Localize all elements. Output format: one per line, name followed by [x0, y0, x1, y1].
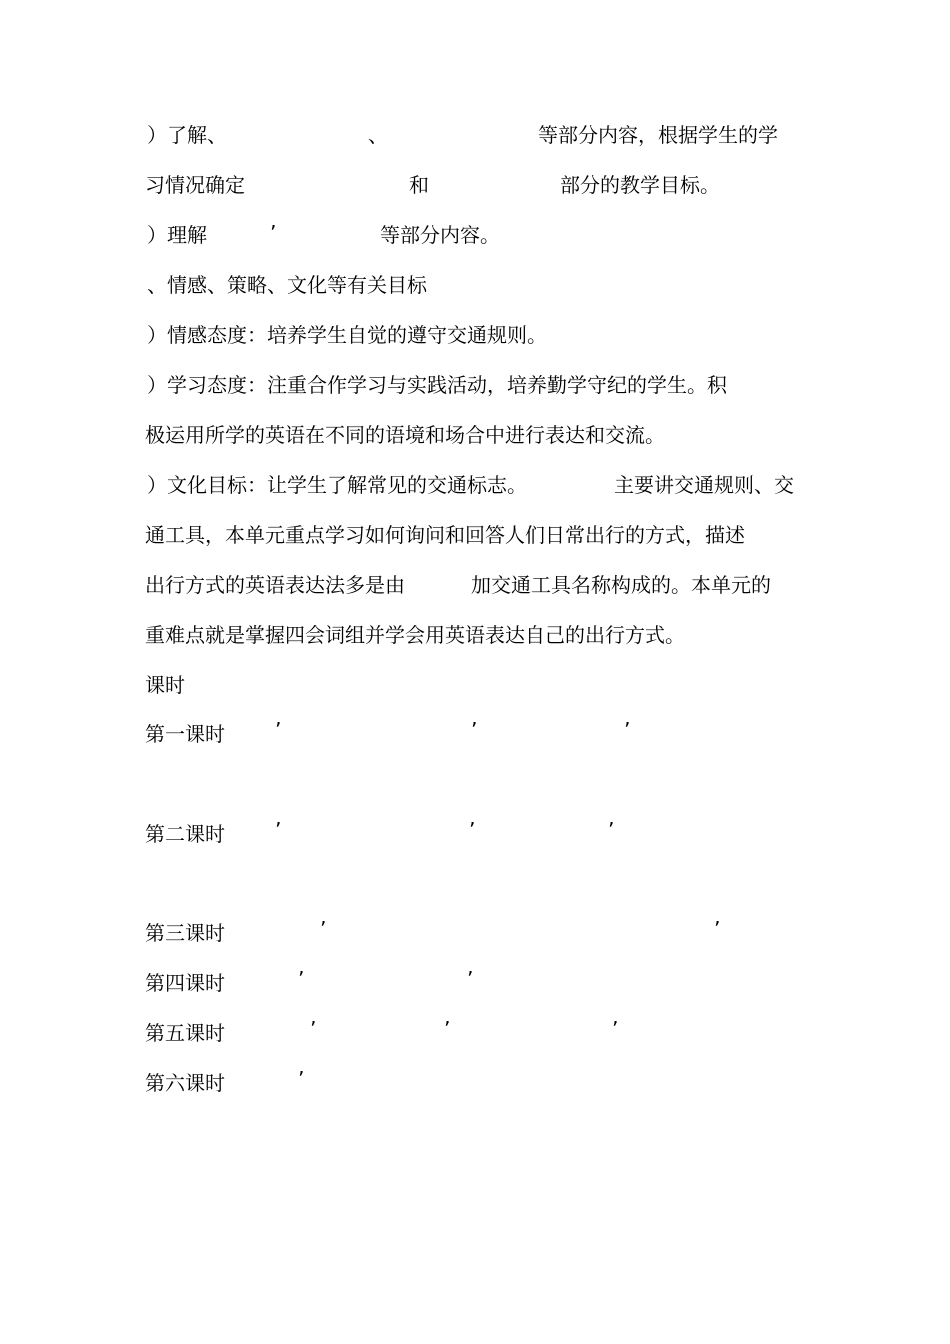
p2-end: 等部分内容。 — [380, 223, 500, 247]
lesson-label: 第一课时 — [145, 722, 225, 746]
lesson-mark: ’ — [624, 718, 631, 742]
lesson-mark: ’ — [298, 967, 305, 991]
lesson-mark: ’ — [612, 1017, 619, 1041]
lesson-label: 第六课时 — [145, 1071, 225, 1095]
lesson-label: 第三课时 — [145, 921, 225, 945]
lesson-mark: ’ — [467, 967, 474, 991]
lesson-mark: ’ — [320, 917, 327, 941]
p5-line2: 极运用所学的英语在不同的语境和场合中进行表达和交流。 — [145, 423, 665, 447]
p1-line2-start: 习情况确定 — [145, 173, 245, 197]
p2-apostrophe: ’ — [270, 221, 277, 245]
p6-line2: 通工具，本单元重点学习如何询问和回答人们日常出行的方式，描述 — [145, 523, 745, 547]
p1-line1-sep: 、 — [368, 123, 388, 147]
p5-line1: ）学习态度：注重合作学习与实践活动，培养勤学守纪的学生。积 — [147, 373, 727, 397]
p6-line4: 重难点就是掌握四会词组并学会用英语表达自己的出行方式。 — [145, 623, 685, 647]
section-heading: 课时 — [145, 673, 185, 697]
p6-line3-end: 加交通工具名称构成的。本单元的 — [471, 573, 771, 597]
lesson-label: 第二课时 — [145, 822, 225, 846]
lesson-mark: ’ — [471, 718, 478, 742]
p4-line: ）情感态度：培养学生自觉的遵守交通规则。 — [147, 323, 547, 347]
lesson-label: 第五课时 — [145, 1021, 225, 1045]
p6-line1-start: ）文化目标：让学生了解常见的交通标志。 — [147, 473, 527, 497]
p6-line3-start: 出行方式的英语表达法多是由 — [145, 573, 405, 597]
lesson-mark: ’ — [298, 1067, 305, 1091]
p3-line: 、情感、策略、文化等有关目标 — [147, 273, 427, 297]
p1-line1-end: 等部分内容，根据学生的学 — [538, 123, 778, 147]
lesson-mark: ’ — [608, 818, 615, 842]
lesson-mark: ’ — [469, 818, 476, 842]
lesson-mark: ’ — [444, 1017, 451, 1041]
p1-line2-end: 部分的教学目标。 — [560, 173, 720, 197]
lesson-label: 第四课时 — [145, 971, 225, 995]
lesson-mark: ’ — [714, 917, 721, 941]
lesson-mark: ’ — [275, 818, 282, 842]
p2-start: ）理解 — [147, 223, 207, 247]
p1-line1-start: ）了解、 — [147, 123, 227, 147]
lesson-mark: ’ — [275, 718, 282, 742]
p1-line2-and: 和 — [409, 173, 429, 197]
lesson-mark: ’ — [310, 1017, 317, 1041]
p6-line1-end: 主要讲交通规则、交 — [614, 473, 794, 497]
